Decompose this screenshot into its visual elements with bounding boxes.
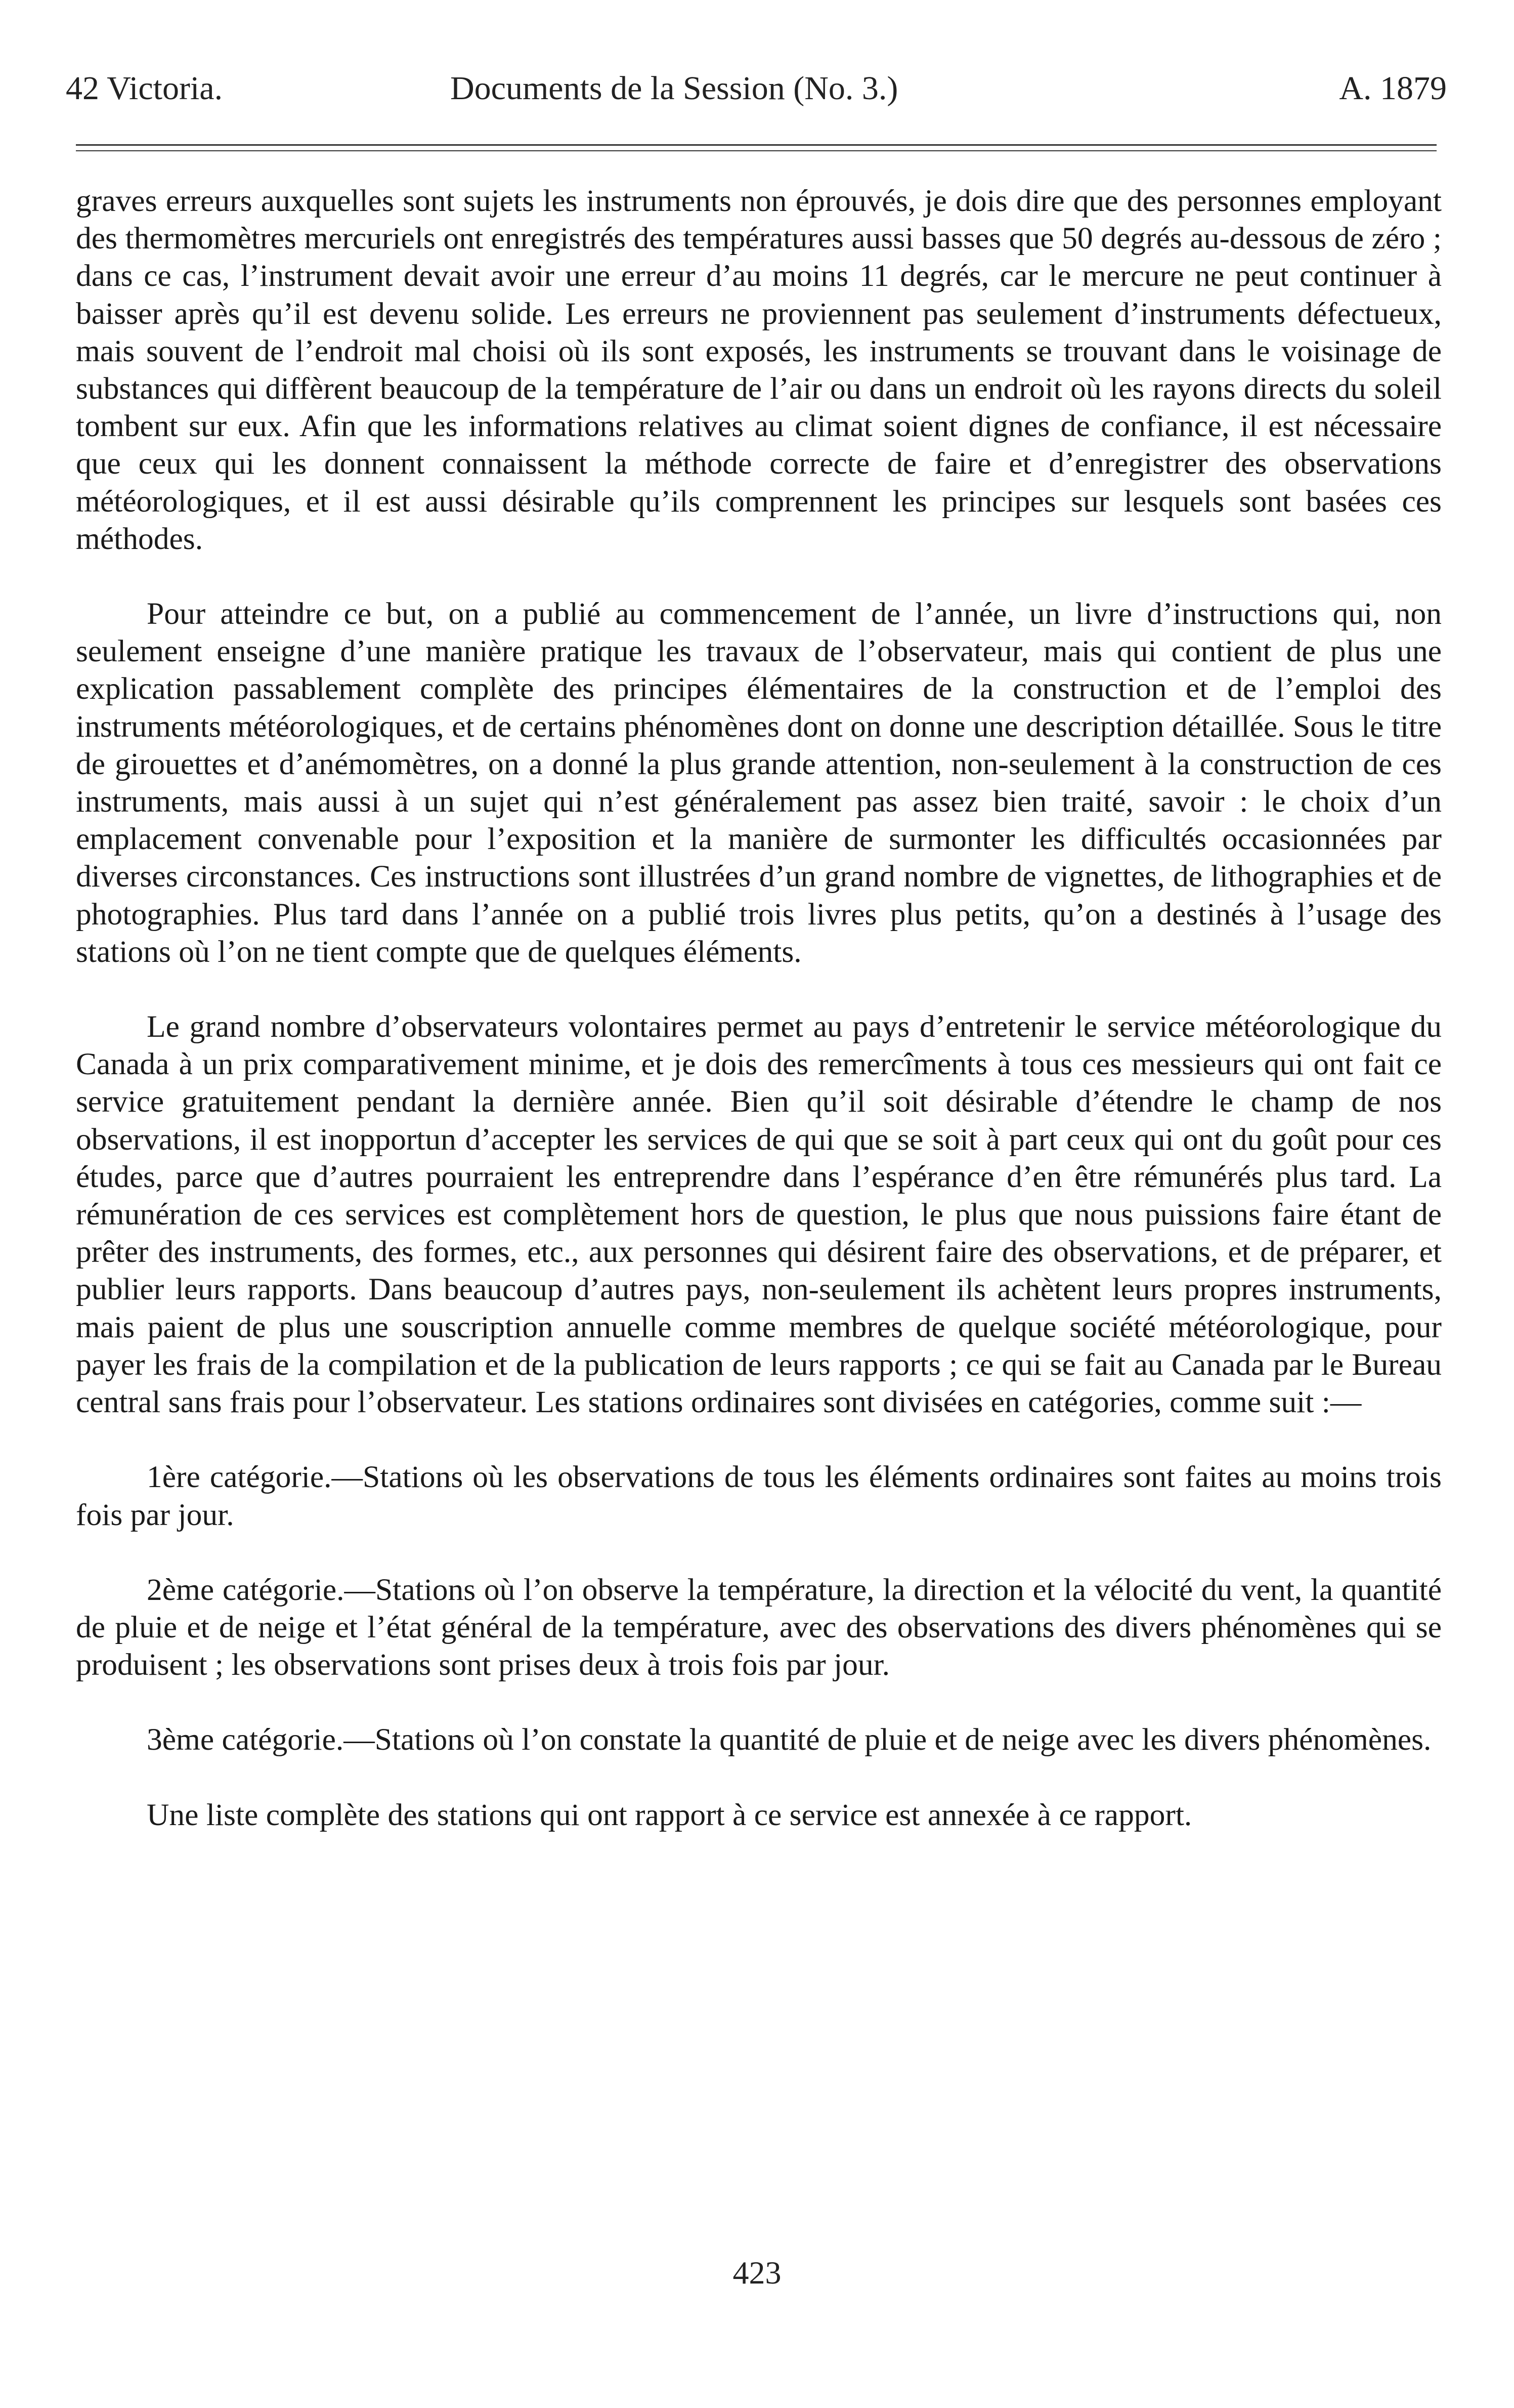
page-number: 423: [732, 2255, 782, 2291]
header-title: Documents de la Session (No. 3.): [450, 70, 898, 107]
paragraph-volunteers: Le grand nombre d’observateurs volontaires permet au pays d’entretenir le service météorologique du Canada à un prix comparativement minime, et je dois des remercîments à tous ces messieurs qui ont fait ce service gratuitement pendant la dernière année. Bien qu’il soit désirable d’étendre le champ de nos observations, il est inopportun d’accepter les services de qui que se soit à part ceux qui ont du goût pour ces études, parce que d’autres pourraient les entreprendre dans l’espérance d’en être rémunérés plus tard. La rémunération de ces services est complètement hors de question, le plus que nous puissions faire étant de prêter des instruments, des formes, etc., aux personnes qui désirent faire des observations, et de préparer, et publier leurs rapports. Dans beaucoup d’autres pays, non-seulement ils achètent leurs propres instruments, mais paient de plus une souscription annuelle comme membres de quelque société météorologique, pour payer les frais de la compilation et de la publication de leurs rapports ; ce qui se fait au Canada par le Bureau central sans frais pour l’observateur. Les stations ordinaires sont divisées en catégories, comme suit :—: [76, 1009, 1442, 1420]
header-rule-bottom: [76, 150, 1437, 151]
header-year: A. 1879: [1339, 70, 1447, 107]
header-volume: 42 Victoria.: [66, 70, 223, 107]
paragraph-continuation: graves erreurs auxquelles sont sujets les instruments non éprouvés, je dois dire que des personnes employant des thermomètres mercuriels ont enregistrés des températures aussi basses que 50 degrés au-dessous de zéro ; dans ce cas, l’instrument devait avoir une erreur d’au moins 11 degrés, car le mercure ne peut continuer à baisser après qu’il est devenu solide. Les erreurs ne proviennent pas seulement d’instruments défectueux, mais souvent de l’endroit mal choisi où ils sont exposés, les instruments se trouvant dans le voisinage de substances qui diffèrent beaucoup de la température de l’air ou dans un endroit où les rayons directs du soleil tombent sur eux. Afin que les informations relatives au climat soient dignes de confiance, il est nécessaire que ceux qui les donnent connaissent la méthode correcte de faire et d’enregistrer des observations météorologiques, et il est aussi désirable qu’ils comprennent les principes sur lesquels sont basées ces méthodes.: [76, 184, 1442, 556]
category-second: 2ème catégorie.—Stations où l’on observe la température, la direction et la vélocité du vent, la quantité de pluie et de neige et l’état général de la température, avec des observations des divers phénomènes qui se produisent ; les observations sont prises deux à trois fois par jour.: [76, 1572, 1442, 1682]
paragraph-station-list: Une liste complète des stations qui ont rapport à ce service est annexée à ce rapport.: [147, 1797, 1192, 1832]
category-first: 1ère catégorie.—Stations où les observations de tous les éléments ordinaires sont faites au moins trois fois par jour.: [76, 1460, 1442, 1532]
paragraph-instructions: Pour atteindre ce but, on a publié au commencement de l’année, un livre d’instructions qui, non seulement enseigne d’une manière pratique les travaux de l’observateur, mais qui contient de plus une explication passablement complète des principes élémentaires de la construction et de l’emploi des instruments météorologiques, et de certains phénomènes dont on donne une description détaillée. Sous le titre de girouettes et d’anémomètres, on a donné la plus grande attention, non-seulement à la construction de ces instruments, mais aussi à un sujet qui n’est généralement pas assez bien traité, savoir : le choix d’un emplacement convenable pour l’exposition et la manière de surmonter les difficultés occasionnées par diverses circonstances. Ces instructions sont illustrées d’un grand nombre de vignettes, de lithographies et de photographies. Plus tard dans l’année on a publié trois livres plus petits, qu’on a destinés à l’usage des stations où l’on ne tient compte que de quelques éléments.: [76, 597, 1442, 969]
running-header: [66, 61, 1447, 116]
category-third: 3ème catégorie.—Stations où l’on constate la quantité de pluie et de neige avec les divers phénomènes.: [147, 1722, 1432, 1757]
header-rule-top: [76, 144, 1437, 146]
page-body: [76, 182, 1442, 1834]
